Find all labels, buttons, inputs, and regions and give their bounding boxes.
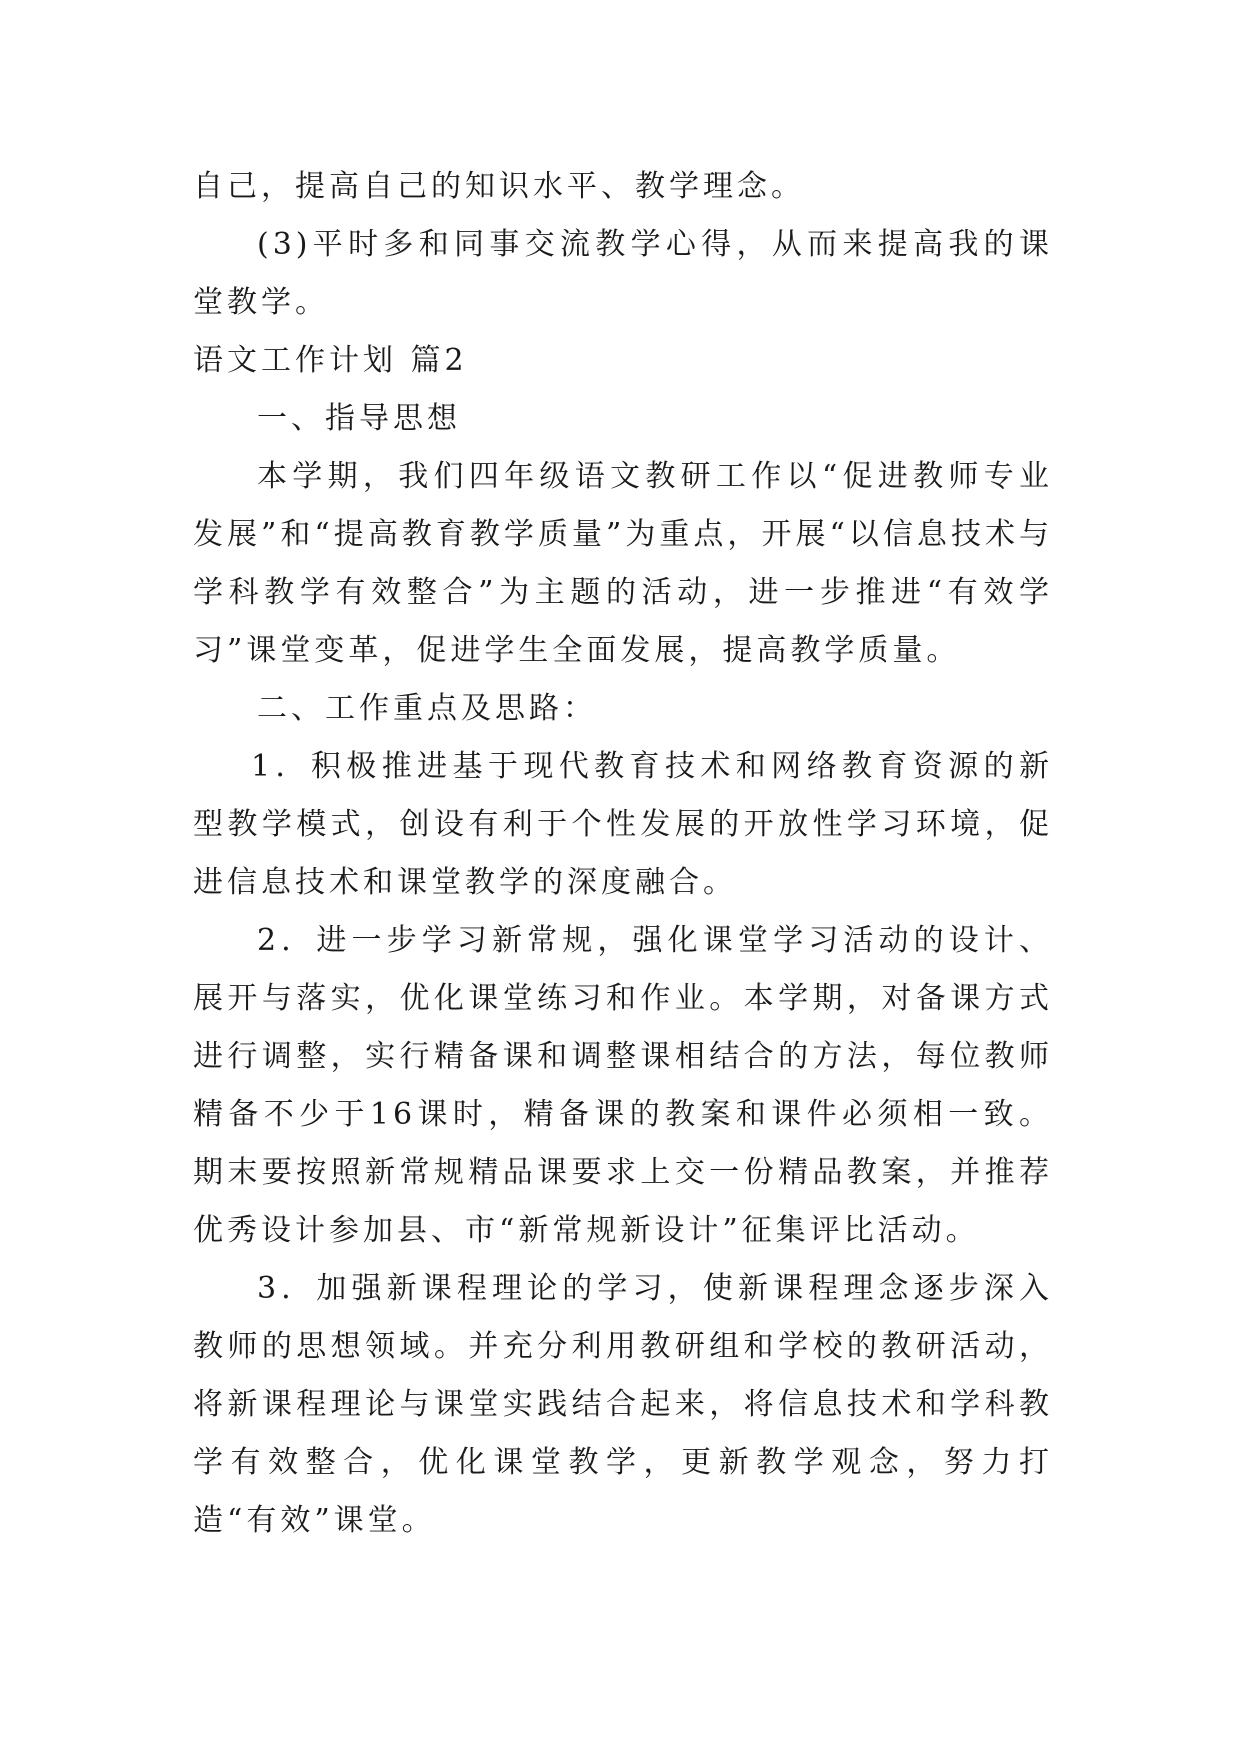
section-title: 语文工作计划 篇2: [193, 343, 468, 378]
paragraph-point-2: 2．进一步学习新常规，强化课堂学习活动的设计、展开与落实，优化课堂练习和作业。本学期，对备课方式进行调整，实行精备课和调整课相结合的方法，每位教师精备不少于16课时，精备课的教案和课件必须相一致。期末要按照新常规精品课要求上交一份精品教案，并推荐优秀设计参加县、市“新常规新设计”征集评比活动。: [193, 923, 1053, 1248]
document-body: [193, 158, 1053, 1550]
paragraph-point-1: 1．积极推进基于现代教育技术和网络教育资源的新型教学模式，创设有利于个性发展的开放性学习环境，促进信息技术和课堂教学的深度融合。: [193, 749, 1053, 900]
paragraph-item-3: (3)平时多和同事交流教学心得，从而来提高我的课堂教学。: [193, 227, 1053, 320]
heading-work-focus: 二、工作重点及思路：: [257, 691, 597, 726]
heading-guiding-ideology: 一、指导思想: [257, 401, 461, 436]
paragraph-guiding-ideology: 本学期，我们四年级语文教研工作以“促进教师专业发展”和“提高教育教学质量”为重点，开展“以信息技术与学科教学有效整合”为主题的活动，进一步推进“有效学习”课堂变革，促进学生全面发展，提高教学质量。: [193, 459, 1053, 668]
paragraph-point-3: 3．加强新课程理论的学习，使新课程理念逐步深入教师的思想领域。并充分利用教研组和学校的教研活动，将新课程理论与课堂实践结合起来，将信息技术和学科教学有效整合，优化课堂教学，更新教学观念，努力打造“有效”课堂。: [193, 1271, 1053, 1538]
paragraph-continuation: 自己，提高自己的知识水平、教学理念。: [193, 169, 805, 204]
